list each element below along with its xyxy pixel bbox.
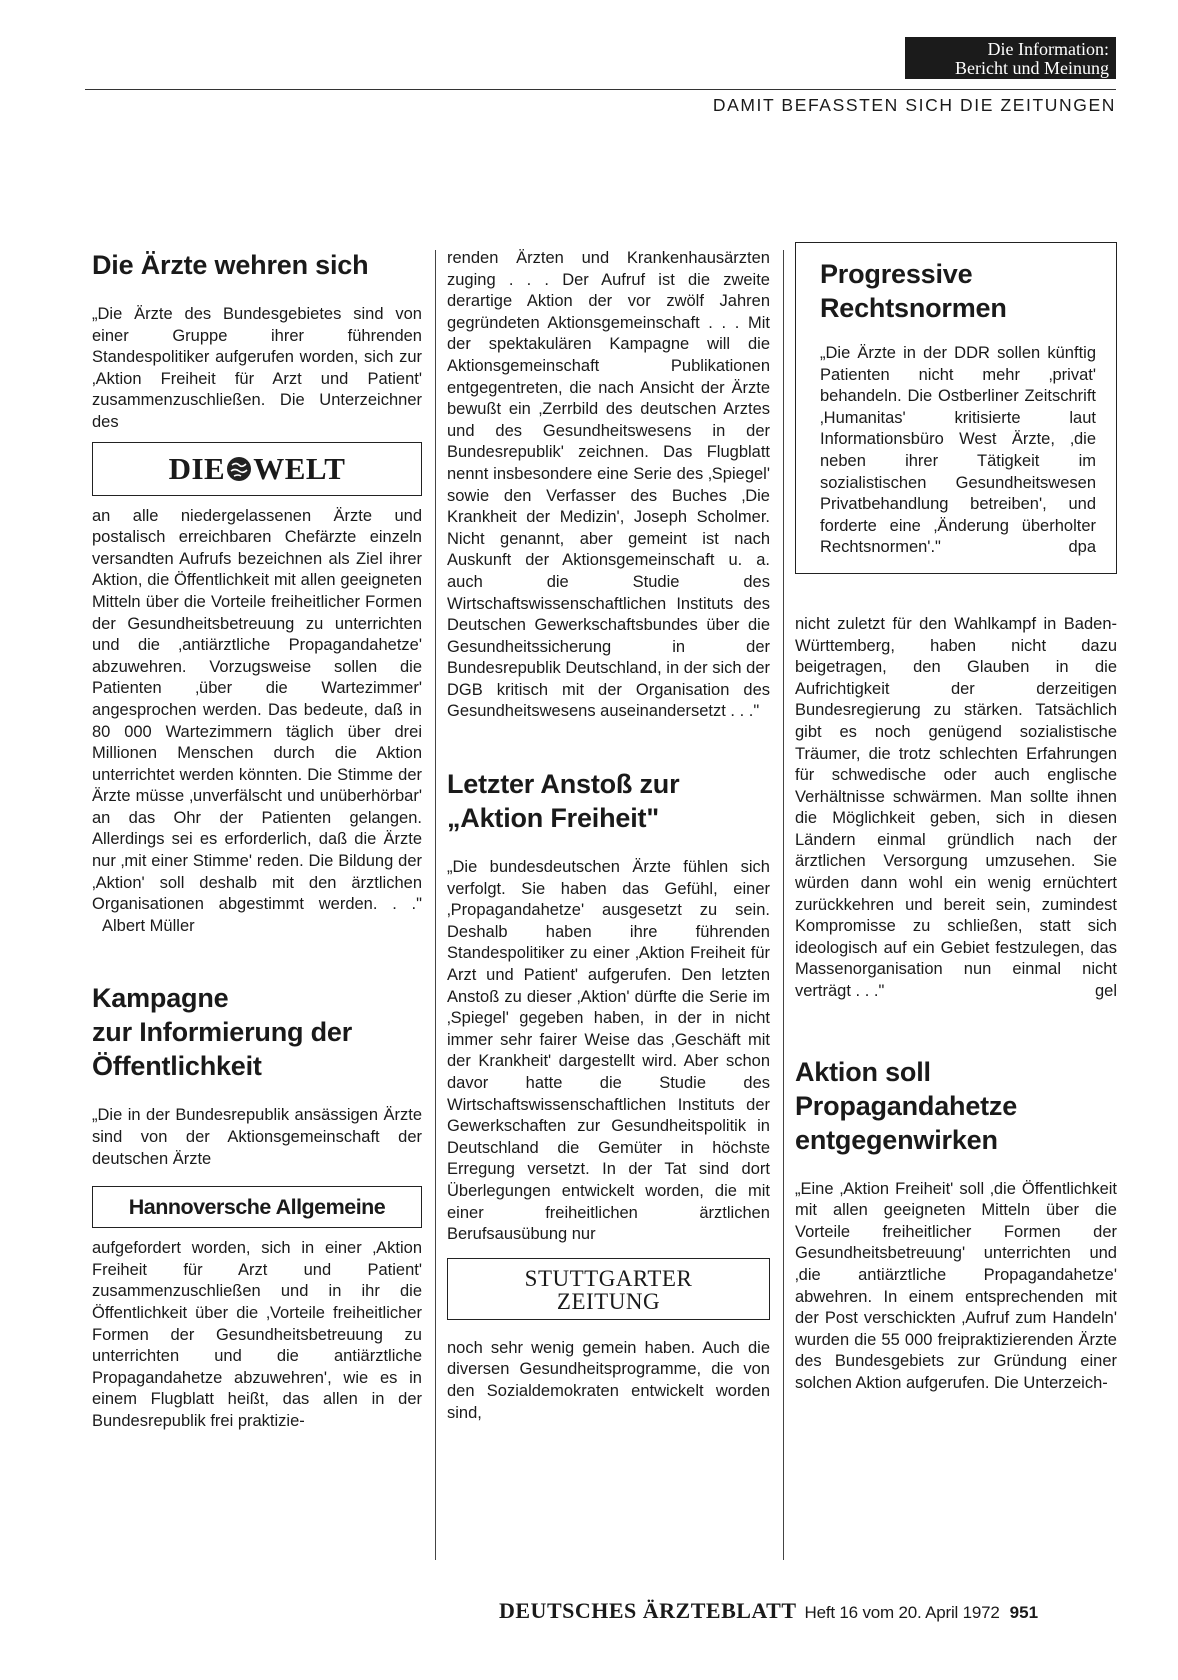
article-text-body: „Die Ärzte in der DDR sollen künftig Patienten nicht mehr ‚privat' behandeln. Die Ostberliner Zeitschrift ‚Humanitas' kritisierte laut Informationsbüro West Ärzte, ‚die neben ihrer Tätigkeit im sozialistischen Gesundheitswesen Privatbehandlung betreiben', und forderte eine ‚Änderung überholter Rechtsnormen'." [820,344,1096,557]
logo-text: WELT [253,450,346,486]
headline-line: Propagandahetze [795,1090,1018,1121]
headline-letzter-anstoss [447,767,770,835]
headline-line: entgegenwirken [795,1124,998,1155]
headline-line: Letzter Anstoß zur [447,769,680,800]
headline-line: zur Informierung der [92,1017,353,1048]
headline-aerzte-wehren: Die Ärzte wehren sich [92,250,369,280]
headline-line: Aktion soll [795,1056,931,1087]
logo-text: DIE [168,450,226,486]
article-text [92,506,422,938]
boxed-article-progressive [795,242,1117,574]
article-text [820,343,1096,559]
headline-line: Progressive [820,259,973,289]
logo-text: STUTTGARTER [524,1265,693,1291]
headline-line: „Aktion Freiheit" [447,803,659,834]
issue-info: Heft 16 vom 20. April 1972 [804,1603,1000,1622]
headline-line: Rechtsnormen [820,293,1007,323]
section-tag-line-2: Bericht und Meinung [955,58,1109,78]
page-number: 951 [1009,1603,1039,1622]
source-logo-stuttgarter-zeitung [447,1258,770,1320]
column-divider [435,250,436,1560]
author: Albert Müller [102,916,195,935]
author: dpa [1068,538,1096,557]
column-2 [447,248,770,1424]
article-text: noch sehr wenig gemein haben. Auch die diversen Gesundheitsprogramme, die von den Sozialdemokraten entwickelt worden sind, [447,1338,770,1422]
section-tag [905,37,1116,79]
column-3 [795,242,1117,1395]
logo-text: ZEITUNG [556,1288,661,1314]
headline-kampagne [92,981,422,1083]
source-logo-hannoversche-allgemeine: Hannoversche Allgemeine [92,1186,422,1228]
headline-progressive [820,257,1096,325]
headline-line: Öffentlichkeit [92,1051,262,1082]
section-tag-line-1: Die Information: [987,39,1109,59]
headline-aktion-soll [795,1055,1117,1157]
author: gel [1094,982,1117,1001]
page-footer [499,1598,1038,1624]
globe-icon [226,456,252,482]
column-divider [783,250,784,1560]
article-text: „Die Ärzte des Bundesgebietes sind von einer Gruppe ihrer führenden Standespolitiker aufgerufen worden, sich zur ‚Aktion Freiheit für Arzt und Patient' zusammenzuschließen. Die Unterzeichner des [92,305,422,431]
column-1 [92,248,422,1433]
source-logo-die-welt [92,442,422,496]
article-text: renden Ärzten und Krankenhausärzten zuging . . . Der Aufruf ist die zweite derartige Aktion der vor zwölf Jahren gegründeten Aktionsgemeinschaft . . . Mit der spektakulären Kampagne will die Aktionsgemeinschaft Publikationen entgegentreten, die nach Ansicht der Ärzte bewußt ein ‚Zerrbild des deutschen Arztes und des Gesundheitswesens in der Bundesrepublik' zeichnen. Das Flugblatt nennt insbesondere eine Serie des ‚Spiegel' sowie den Verfasser des Buches ‚Die Krankheit der Medizin', Joseph Scholmer. Nicht genannt, aber gemeint ist nach Auskunft der Aktionsgemeinschaft u. a. auch die Studie des Wirtschaftswissenschaftlichen Instituts des Deutschen Gewerkschaftsbundes über die Gesundheitssicherung in der Bundesrepublik Deutschland, in der sich der DGB kritisch mit der Organisation des Gesundheitswesens auseinandersetzt . . ." [447,249,770,721]
article-text: aufgefordert worden, sich in einer ‚Aktion Freiheit für Arzt und Patient' zusammenzuschließen und in ihr die Öffentlichkeit über die ‚Vorteile freiheitlicher Formen der Gesundheitsbetreuung zu unterrichten und die antiärztliche Propagandahetze abzuwehren', wie es in einem Flugblatt heißt, das allen in der Bundesrepublik frei praktizie- [92,1239,422,1430]
article-text [795,614,1117,1003]
header-rule [85,89,1116,90]
section-title: DAMIT BEFASSTEN SICH DIE ZEITUNGEN [712,95,1116,115]
headline-line: Kampagne [92,983,229,1014]
article-text-body: an alle niedergelassenen Ärzte und postalisch erreichbaren Chefärzte einzeln versandten Aufrufs bezeichnen als Ziel ihrer Aktion, die Öffentlichkeit mit allen geeigneten Mitteln über die Vorteile freiheitlicher Formen der Gesundheitsbetreuung zu unterrichten und die ‚antiärztliche Propagandahetze' abzuwehren. Vorzugsweise sollen die Patienten ‚über die Wartezimmer' angesprochen werden. Das bedeute, daß in 80 000 Wartezimmern täglich über drei Millionen Menschen durch die Aktion unterrichtet werden könnten. Die Stimme der Ärzte müsse ‚unverfälscht und unüberhörbar' an das Ohr der Patienten gelangen. Allerdings sei es erforderlich, daß die Ärzte nur ‚mit einer Stimme' reden. Die Bildung der ‚Aktion' soll deshalb mit den ärztlichen Organisationen abgestimmt werden. . ." [92,506,422,914]
article-text: „Eine ‚Aktion Freiheit' soll ‚die Öffentlichkeit mit allen geeigneten Mitteln über die Vorteile freiheitlicher Formen der Gesundheitsbetreuung' unterrichten und ‚die antiärztliche Propagandahetze' abwehren. In einem entsprechenden mit der Post verschickten ‚Aufruf zum Handeln' wurden die 55 000 freipraktizierenden Ärzte des Bundesgebiets zur Gründung einer solchen Aktion aufgerufen. Die Unterzeich- [795,1179,1117,1392]
article-text: „Die bundesdeutschen Ärzte fühlen sich verfolgt. Sie haben das Gefühl, einer ‚Propagandahetze' ausgesetzt zu sein. Deshalb haben ihre führenden Standespolitiker zu einer ‚Aktion Freiheit für Arzt und Patient' aufgerufen. Den letzten Anstoß zu dieser ‚Aktion' dürfte die Serie im ‚Spiegel' gegeben haben, in der in nicht immer sehr fairer Weise das ‚Geschäft mit der Krankheit' dargestellt wird. Aber schon davor hatte die Studie des Wirtschaftswissenschaftlichen Instituts der Gewerkschaften zur Gesundheitspolitik in Deutschland die Gemüter in höchste Erregung versetzt. In der Tat sind dort Überlegungen entwickelt worden, die mit einer freiheitlichen ärztlichen Berufsausübung nur [447,858,770,1244]
article-text-body: nicht zuletzt für den Wahlkampf in Baden-Württemberg, haben nicht dazu beigetragen, den Glauben in die Aufrichtigkeit der derzeitigen Bundesregierung zu stärken. Tatsächlich gibt es noch genügend sozialistische Träumer, die trotz schlechten Erfahrungen für schwedische oder auch englische Verhältnisse schwärmen. Man sollte ihnen die Möglichkeit geben, sich in diesen Ländern einmal gründlich nach der ärztlichen Versorgung umzusehen. Sie würden dann wohl ein wenig ernüchtert zurückkehren und bereit sein, zumindest Kompromisse zu schließen, statt sich ideologisch auf ein Gebiet festzulegen, das Massenorganisation nun einmal nicht verträgt . . ." [795,614,1117,1001]
magazine-name: DEUTSCHES ÄRZTEBLATT [499,1598,797,1623]
article-text: „Die in der Bundesrepublik ansässigen Ärzte sind von der Aktionsgemeinschaft der deutschen Ärzte [92,1106,422,1168]
